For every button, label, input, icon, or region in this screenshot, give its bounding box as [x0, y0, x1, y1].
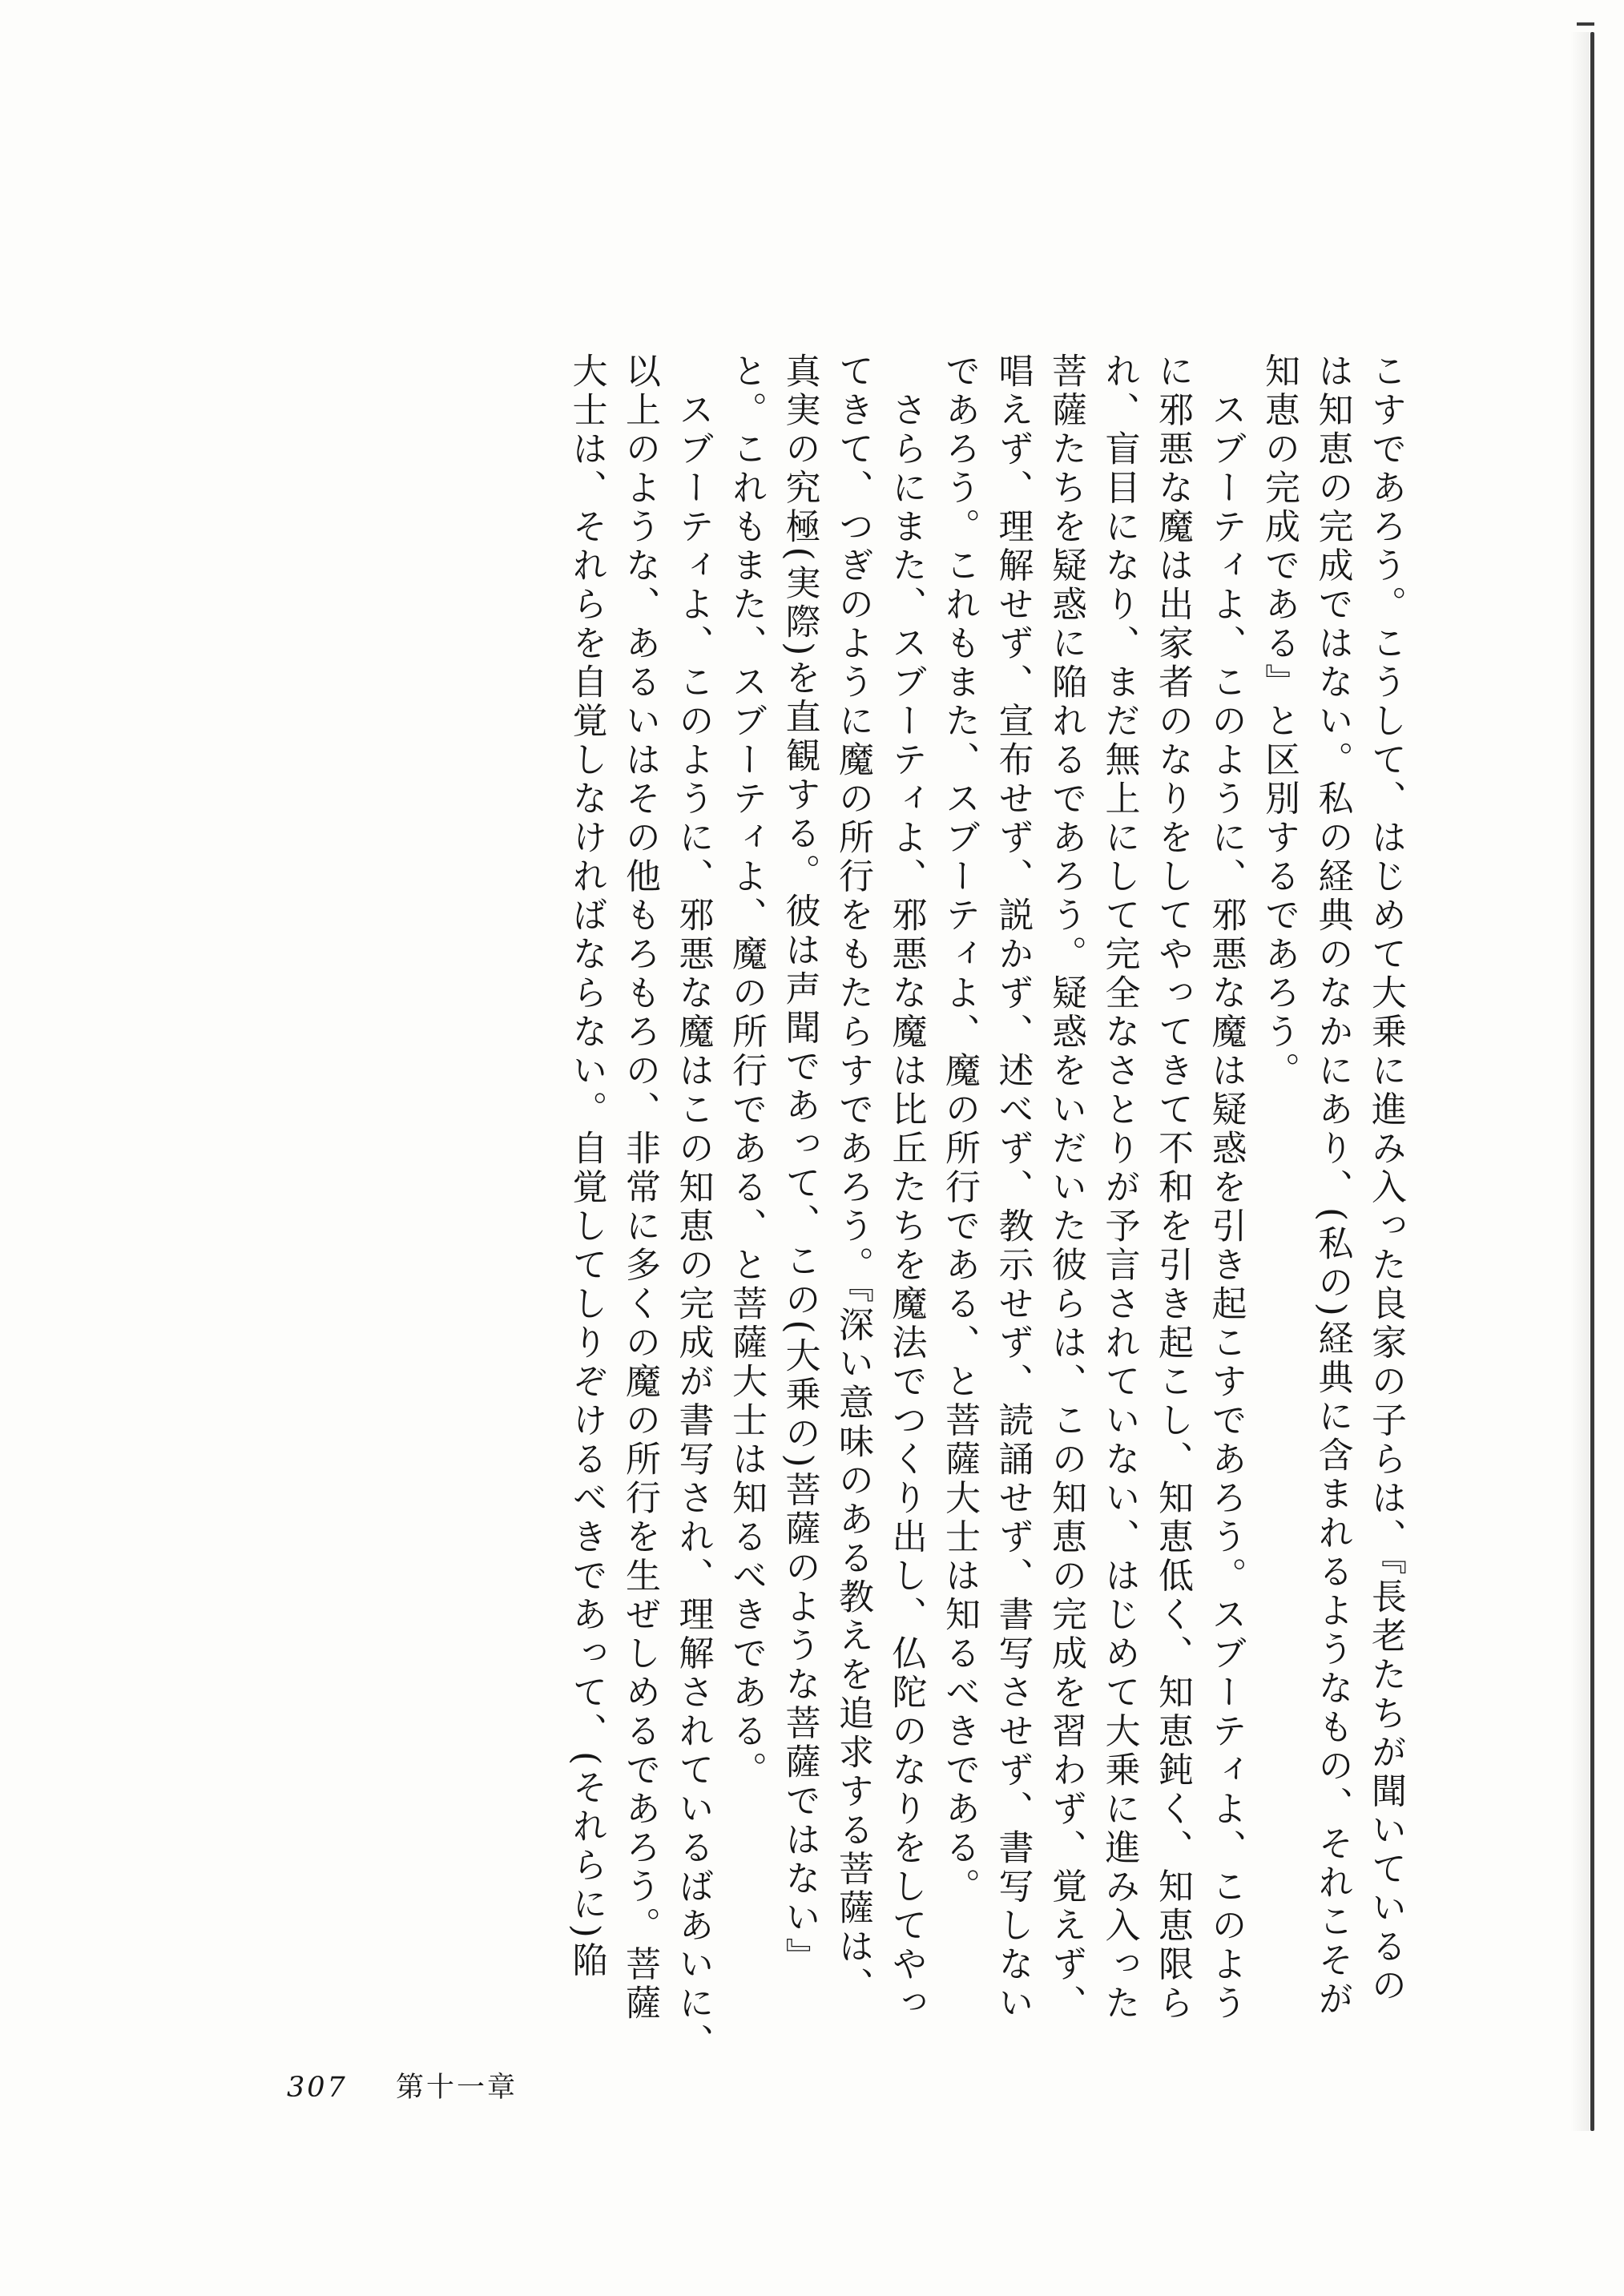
text-line-9: であろう。これもまた、スブーティよ、魔の所行である、と菩薩大士は知るべきである。: [939, 352, 980, 1907]
page-number: 307: [287, 2072, 348, 2104]
text-line-11: てきて、つぎのように魔の所行をもたらすであろう。『深い意味のある教えを追求する菩薩は、: [832, 352, 873, 2006]
text-line-15: 以上のような、あるいはその他もろもろの、非常に多くの魔の所行を生ぜしめるであろう。菩薩: [619, 352, 660, 2024]
text-line-12: 真実の究極(実際)を直観する。彼は声聞であって、この(大乗の)菩薩のような菩薩ではない』: [779, 352, 820, 1976]
text-line-13: と。これもまた、スブーティよ、魔の所行である、と菩薩大士は知るべきである。: [726, 352, 767, 1790]
text-line-7: 菩薩たちを疑惑に陥れるであろう。疑惑をいだいた彼らは、この知恵の完成を習わず、覚えず、: [1046, 352, 1086, 2024]
text-line-4: スブーティよ、このように、邪悪な魔は疑惑を引き起こすであろう。スブーティよ、このよう: [1205, 352, 1247, 2024]
page-footer: [287, 2065, 518, 2105]
binding-shadow: [1570, 32, 1590, 2131]
text-line-5: に邪悪な魔は出家者のなりをしてやってきて不和を引き起こし、知恵低く、知恵鈍く、知恵限ら: [1152, 352, 1193, 2024]
vertical-text-block: [559, 352, 1412, 2062]
chapter-title: 第十一章: [395, 2072, 518, 2104]
binding-edge-top: [1577, 22, 1594, 26]
text-line-3: 知恵の完成である』と区別するであろう。: [1259, 352, 1300, 1091]
text-line-6: れ、盲目になり、まだ無上にして完全なさとりが予言されていない、はじめて大乗に進み入った: [1098, 352, 1140, 2024]
text-line-2: は知恵の完成ではない。私の経典のなかにあり、(私の)経典に含まれるようなもの、それこそが: [1312, 352, 1353, 2020]
binding-edge: [1590, 32, 1594, 2131]
text-line-10: さらにまた、スブーティよ、邪悪な魔は比丘たちを魔法でつくり出し、仏陀のなりをしてやっ: [885, 352, 927, 2024]
text-line-16: 大士は、それらを自覚しなければならない。自覚してしりぞけるべきであって、(それらに)陥: [566, 352, 607, 1980]
text-line-1: こすであろう。こうして、はじめて大乗に進み入った良家の子らは、『長老たちが聞いているの: [1365, 352, 1406, 2006]
text-line-8: 唱えず、理解せず、宣布せず、説かず、述べず、教示せず、読誦せず、書写させず、書写しない: [992, 352, 1034, 2024]
text-line-14: スブーティよ、このように、邪悪な魔はこの知恵の完成が書写され、理解されているばあいに、: [672, 352, 714, 2062]
